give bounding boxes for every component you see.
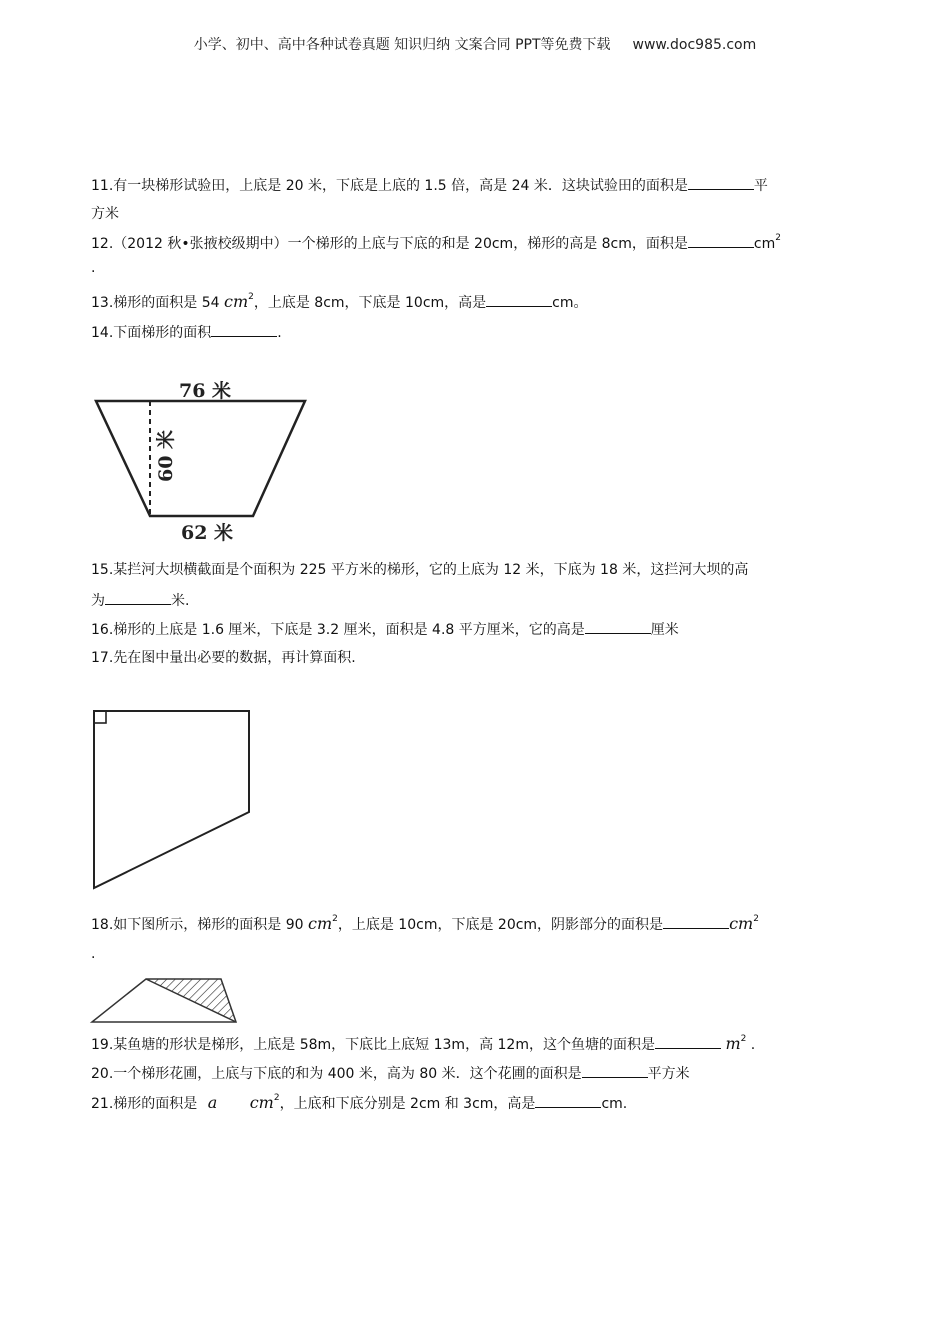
question-15-end2: 米. [171,593,190,609]
question-21-end: cm. [601,1096,628,1112]
question-14-text: 14.下面梯形的面积 [91,325,212,341]
bottom-base-label: 62 米 [181,522,234,544]
question-12-unit: cm [753,236,776,252]
question-19-sup: 2 [740,1034,747,1044]
question-18-sup2: 2 [753,914,759,924]
answer-blank-20[interactable] [582,1063,648,1078]
question-18-unit: cm [307,914,333,933]
header-url[interactable]: www.doc985.com [632,37,757,53]
answer-blank-21[interactable] [535,1093,601,1108]
question-18-end: . [91,946,96,962]
question-20 [91,1063,690,1084]
question-15-pre2: 为 [91,593,105,609]
question-20-text: 20.一个梯形花圃，上底与下底的和为 400 米，高为 80 米．这个花圃的面积是 [91,1066,582,1082]
question-12-sup: 2 [775,233,781,243]
top-base-label: 76 米 [179,380,232,402]
question-19 [91,1034,755,1055]
question-16-end: 厘米 [650,622,679,638]
question-13-sup: 2 [248,292,254,302]
question-21 [91,1093,627,1114]
question-17-text: 17.先在图中量出必要的数据，再计算面积. [91,650,356,666]
question-12-text: 12.（2012 秋•张掖校级期中）一个梯形的上底与下底的和是 20cm，梯形的高是 8cm，面积是 [91,236,688,252]
question-18-pre: 18.如下图所示，梯形的面积是 90 [91,917,308,933]
question-20-end: 平方米 [647,1066,690,1082]
question-11-text: 11.有一块梯形试验田，上底是 20 米，下底是上底的 1.5 倍，高是 24 米．这块试验田的面积是 [91,178,688,194]
question-11-unit-a: 平 [753,178,768,194]
question-21-variable: a [207,1093,218,1112]
question-13-unit: cm [223,292,249,311]
question-18-sup: 2 [332,914,338,924]
question-19-end: . [750,1037,756,1053]
question-19-unit: m [725,1034,741,1053]
question-21-unit: cm [249,1093,274,1112]
question-21-post: ，上底和下底分别是 2cm 和 3cm，高是 [279,1096,536,1112]
question-19-text: 19.某鱼塘的形状是梯形，上底是 58m，下底比上底短 13m，高 12m，这个鱼塘的面积是 [91,1037,655,1053]
question-11-unit-b: 方米 [91,206,119,222]
answer-blank-19[interactable] [655,1034,721,1049]
question-18-mid: ，上底是 10cm，下底是 20cm，阴影部分的面积是 [337,917,664,933]
question-14-end: . [277,325,282,341]
question-13-post: ，上底是 8cm，下底是 10cm，高是 [253,295,487,311]
question-13-end: cm。 [552,295,588,311]
question-21-pre: 21.梯形的面积是 [91,1096,198,1112]
question-16-text: 16.梯形的上底是 1.6 厘米，下底是 3.2 厘米，面积是 4.8 平方厘米，它的高是 [91,622,585,638]
question-15-line1: 15.某拦河大坝横截面是个面积为 225 平方米的梯形，它的上底为 12 米，下底为 18 米，这拦河大坝的高 [91,562,749,578]
question-13-pre: 13.梯形的面积是 54 [91,295,224,311]
question-12-end: . [91,260,96,276]
question-21-sup: 2 [273,1093,280,1103]
question-18-unit2: cm [729,914,754,933]
height-label: 60 米 [155,429,177,482]
header-title: 小学、初中、高中各种试卷真题 知识归纳 文案合同 PPT等免费下载 [193,37,611,53]
